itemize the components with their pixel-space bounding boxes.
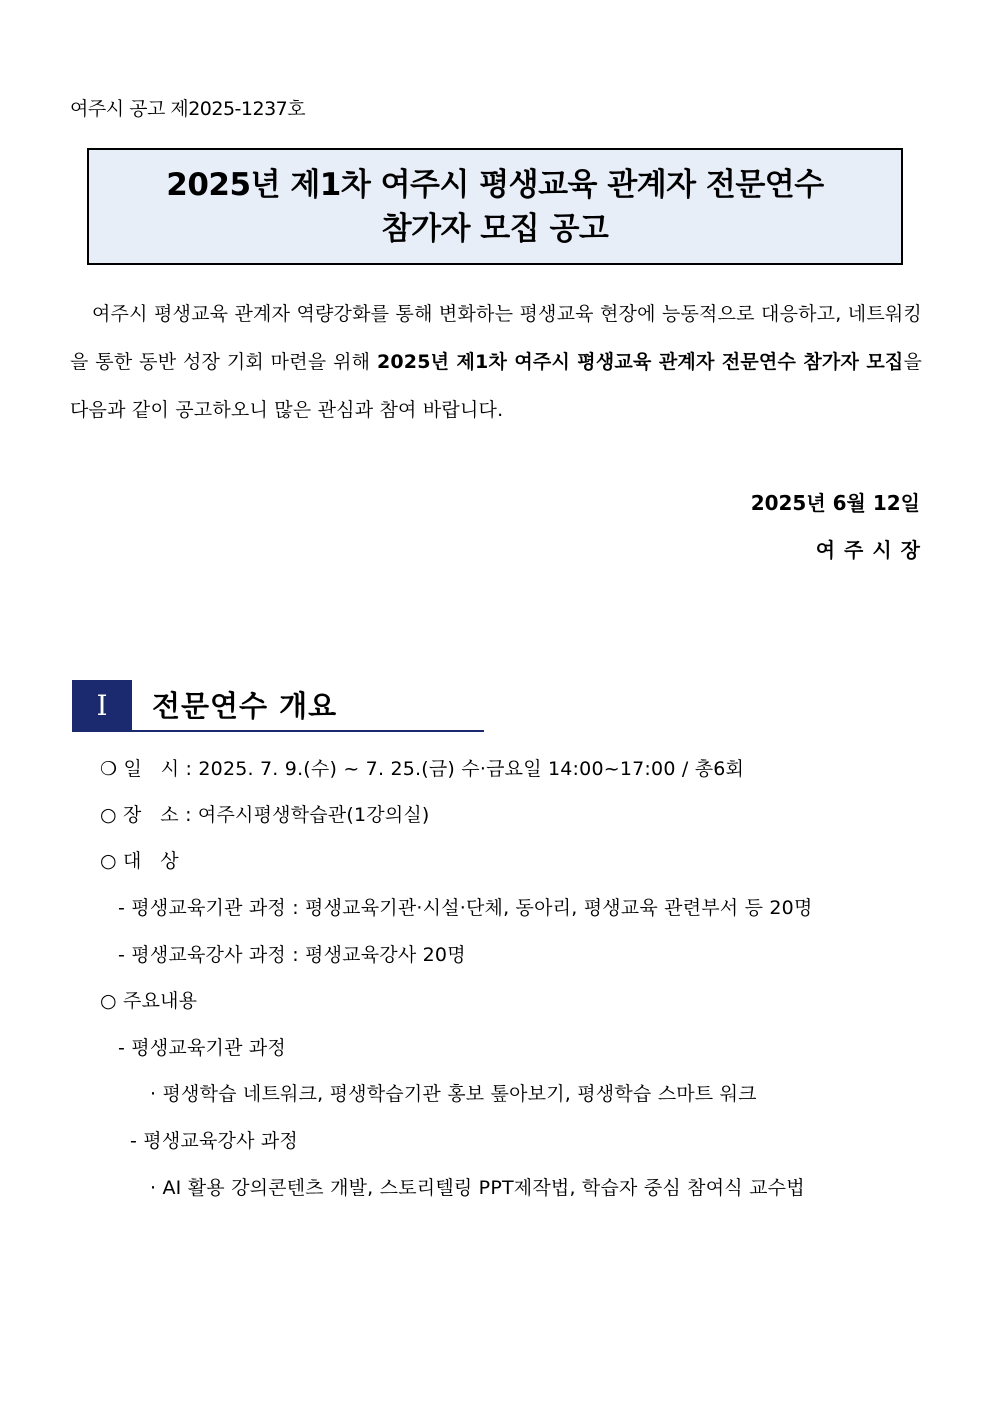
intro-text-end: 을 다음과 같이 공고하오니 많은 관심과 참여 바랍니다.	[70, 351, 922, 421]
item-schedule: ❍ 일 시 : 2025. 7. 9.(수) ~ 7. 25.(금) 수·금요일 14:00~17:00 / 총6회	[100, 758, 745, 780]
item-content-instructor-detail: · AI 활용 강의콘텐츠 개발, 스토리텔링 PPT제작법, 학습자 중심 참여식 교수법	[150, 1177, 805, 1199]
document-number: 여주시 공고 제2025-1237호	[70, 98, 306, 120]
section-number: Ⅰ	[72, 680, 132, 730]
item-content: ○ 주요내용	[100, 990, 198, 1012]
item-content-instructor: - 평생교육강사 과정	[130, 1130, 298, 1152]
signer: 여주시장	[815, 538, 929, 562]
title-line-1: 2025년 제1차 여주시 평생교육 관계자 전문연수	[166, 166, 824, 203]
intro-text-emphasis: 2025년 제1차 여주시 평생교육 관계자 전문연수 참가자 모집	[376, 351, 904, 373]
item-target-instructor: - 평생교육강사 과정 : 평생교육강사 20명	[118, 944, 466, 966]
intro-text-start: 여주시 평생교육 관계자 역량강화를 통해 변화하는 평생교육 현장에 능동적으로 대응하고, 네트워킹을 통한 동반 성장 기회 마련을 위해	[70, 303, 922, 373]
intro-paragraph	[70, 290, 922, 434]
section-title: 전문연수 개요	[152, 689, 338, 723]
item-target-institution: - 평생교육기관 과정 : 평생교육기관·시설·단체, 동아리, 평생교육 관련부서 등 20명	[118, 897, 813, 919]
announcement-date: 2025년 6월 12일	[750, 491, 920, 515]
title-line-2: 참가자 모집 공고	[381, 210, 609, 247]
item-place: ○ 장 소 : 여주시평생학습관(1강의실)	[100, 804, 430, 826]
section-header	[72, 680, 484, 732]
item-content-institution-detail: · 평생학습 네트워크, 평생학습기관 홍보 톺아보기, 평생학습 스마트 워크	[150, 1083, 757, 1105]
item-target: ○ 대 상	[100, 850, 179, 872]
item-content-institution: - 평생교육기관 과정	[118, 1037, 286, 1059]
title-box	[87, 148, 903, 265]
